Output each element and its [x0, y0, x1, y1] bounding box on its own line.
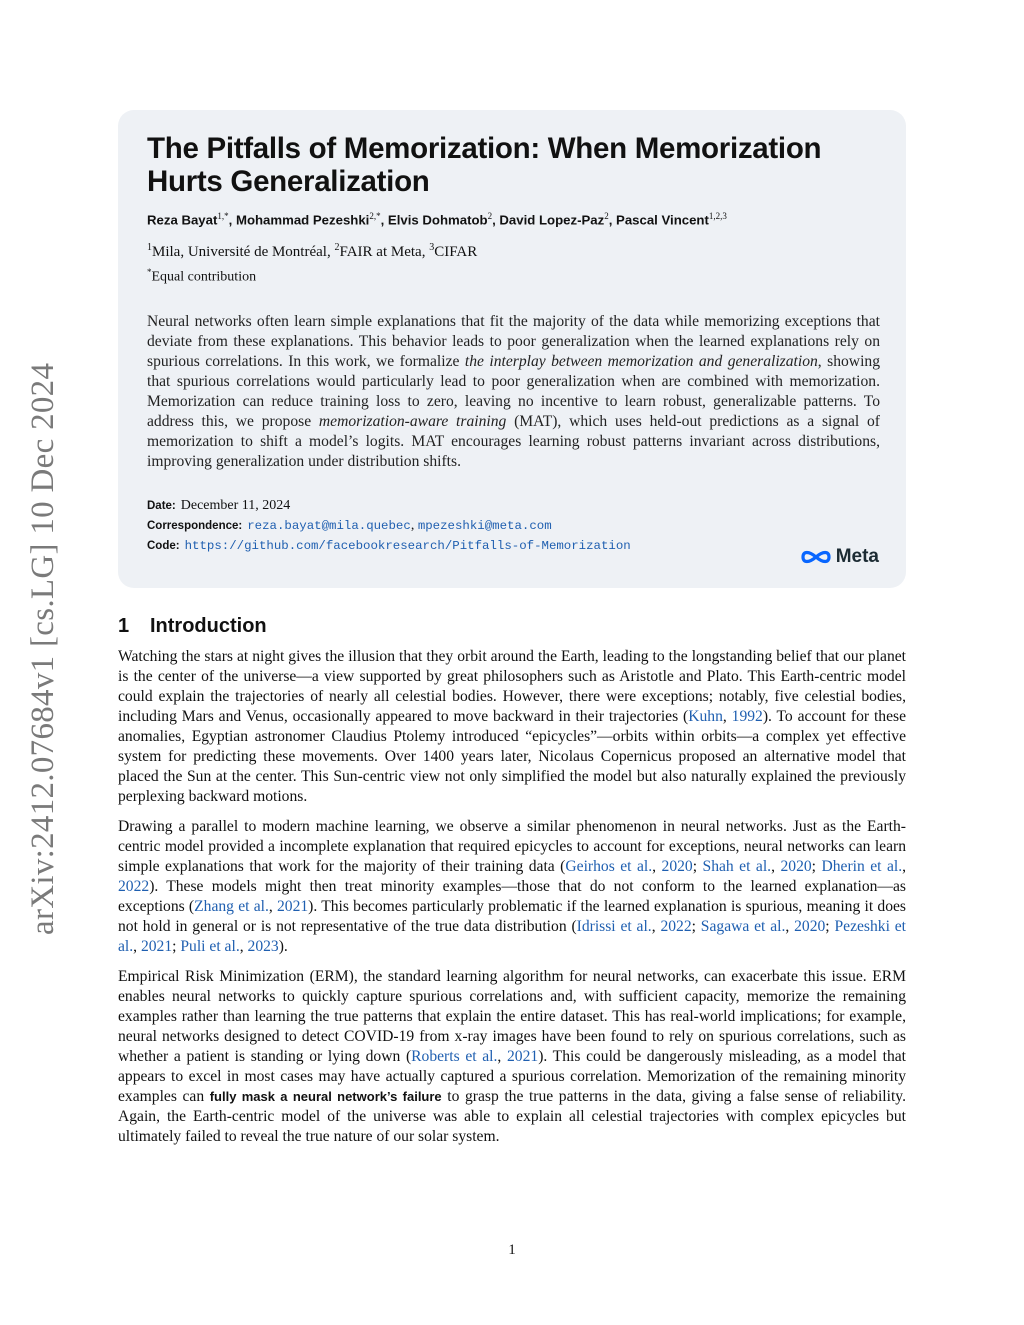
paragraph: Watching the stars at night gives the illusion that they orbit around the Earth, leading to the longstanding belief that our planet is the center of the universe—a view supported by great philosophers such as Aristotle and Plato. This Earth-centric model could explain the trajectories of nearly all celestial bodies. However, there were exceptions; notably, five celestial bodies, including Mars and Venus, occasionally appeared to move backward in their trajectories (Kuhn, 1992). To account for these anomalies, Egyptian astronomer Claudius Ptolemy introduced “epicycles”—orbits within orbits—a complex yet effective system for predicting these movements. Over 1400 years later, Nicolaus Copernicus proposed an alternative model that placed the Sun at the center. This Sun-centric view not only simplified the model but also naturally explained the previously perplexing backward motions. — [118, 648, 907, 805]
arxiv-identifier-stamp: arXiv:2412.07684v1 [cs.LG] 10 Dec 2024 — [25, 362, 61, 935]
affiliation-name: CIFAR — [434, 244, 478, 261]
paragraph: Drawing a parallel to modern machine learning, we observe a similar phenomenon in neural networks. Just as the Earth-centric model provided a incomplete explanation that required epicycles to account for exceptions, neural networks can learn simple explanations that work for the majority of their training data (Geirhos et al., 2020; Shah et al., 2020; Dherin et al., 2022). These models might then treat minority examples—those that do not conform to the learned explanation—as exceptions (Zhang et al., 2021). This becomes particularly problematic if the learned explanation is spurious, meaning it does not hold in general or is not representative of the true data distribution (Idrissi et al., 2022; Sagawa et al., 2020; Pezeshki et al., 2021; Puli et al., 2023). — [118, 818, 907, 955]
page-number: 1 — [508, 1242, 516, 1258]
affiliation-name: FAIR at Meta — [339, 244, 422, 261]
equal-contribution-note — [147, 262, 880, 288]
section-heading — [118, 613, 267, 639]
citation-year-link[interactable]: 2020 — [780, 858, 812, 875]
citation-link[interactable]: Geirhos et al. — [565, 858, 653, 875]
abstract-emphasis: memorization-aware training — [318, 413, 507, 431]
paragraph-text: ). — [278, 938, 288, 955]
affiliation-mark: 3 — [429, 242, 435, 254]
email-link[interactable]: reza.bayat@mila.quebec — [247, 519, 411, 534]
code-url-link[interactable]: https://github.com/facebookresearch/Pitfalls-of-Memorization — [184, 539, 631, 554]
paper-header-box — [118, 110, 906, 588]
paragraph-text: ). This becomes particularly problematic if the learned explanation is spurious, meaning it does not hold in general or is not representative of the true data distribution ( — [118, 898, 906, 935]
author-list: Reza Bayat$^{1,*}$, Mohammad Pezeshki$^{2,*}$, Elvis Dohmatob$^2$, David Lopez-Paz$^2$, Pascal Vincent$^{1,2,3}$ — [147, 211, 727, 228]
equal-contribution-mark: * — [147, 267, 152, 278]
paragraph-text: ). To account for these anomalies, Egyptian astronomer Claudius Ptolemy introduced “epicycles”—orbits within orbits—a complex yet effective system for predicting these movements. Over 1400 years later, Nicolaus Copernicus proposed an alternative model that placed the Sun at the center. This Sun-centric view not only simplified the model but also naturally explained the previously perplexing backward motions. — [118, 708, 907, 805]
abstract-text: Neural networks often learn simple explanations that fit the majority of the data while memorizing exceptions that deviate from these explanations. This behavior leads to poor generalization when the learned explanations rely on spurious correlations. In this work, we formalize — [147, 313, 880, 371]
paragraph-text: to grasp the true patterns in the data, giving a false sense of reliability. Again, the Earth-centric model of the universe was able to explain all celestial trajectories with complex epicycles but ultimately failed to reveal the true nature of our solar system. — [118, 1088, 906, 1145]
body-text — [118, 647, 906, 1157]
citation-year-link[interactable]: 2021 — [276, 898, 309, 915]
affiliation-mark: 2 — [334, 242, 340, 254]
author-name: Mohammad Pezeshki — [235, 212, 370, 228]
abstract — [147, 312, 880, 472]
author-marks: 1,* — [217, 211, 229, 221]
citation-year-link[interactable]: 2022 — [118, 878, 150, 895]
citation-link[interactable]: Kuhn — [688, 708, 723, 725]
paragraph-text: Empirical Risk Minimization (ERM), the standard learning algorithm for neural networks, can exacerbate this issue. ERM enables neural networks to quickly capture spurious correlations and, with sufficient capacity, memorize the remaining examples rather than learning the true patterns that explain the entire dataset. This has real-world implications; for example, neural networks designed to detect COVID-19 from x-ray images have been found to rely on spurious correlations, such as whether a patient is standing or lying down ( — [118, 968, 906, 1065]
meta-infinity-icon — [799, 548, 833, 566]
citation-link[interactable]: Shah et al. — [702, 858, 772, 875]
paragraph-text: ). This could be dangerously misleading, as a model that appears to excel in most cases may have actually captured a spurious correlation. Memorization of the remaining minority examples can — [118, 1048, 907, 1105]
paragraph-text: Watching the stars at night gives the illusion that they orbit around the Earth, leading to the longstanding belief that our planet is the center of the universe—a view supported by great philosophers such as Aristotle and Plato. This Earth-centric model could explain the trajectories of nearly all celestial bodies. However, there were exceptions; notably, five celestial bodies, including Mars and Venus, occasionally appeared to move backward in their trajectories ( — [118, 648, 906, 725]
author-marks: 1,2,3 — [708, 211, 727, 221]
code-row — [147, 536, 880, 556]
date-value: December 11, 2024 — [180, 498, 291, 514]
author-marks: 2,* — [369, 211, 381, 221]
date-row — [147, 496, 880, 516]
citation-link[interactable]: Pezeshki et al. — [118, 918, 906, 955]
affiliation-name: Mila, Université de Montréal — [152, 244, 327, 261]
author-name: Pascal Vincent — [616, 212, 709, 228]
citation-link[interactable]: Zhang et al. — [194, 898, 269, 915]
citation-link[interactable]: Idrissi et al. — [576, 918, 652, 935]
abstract-text: , showing that spurious correlations would particularly lead to poor generalization when are combined with memorization. Memorization can reduce training loss to zero, leaving no incentive to learn robust, generalizable patterns. To address this, we propose — [147, 353, 880, 431]
abstract-emphasis: the interplay between memorization and generalization — [464, 353, 818, 371]
equal-contribution-text: Equal contribution — [151, 270, 257, 286]
abstract-text: (MAT), which uses held-out predictions as a signal of memorization to shift a model’s logits. MAT encourages learning robust patterns invariant across distributions, improving generalization under distribution shifts. — [147, 413, 880, 471]
correspondence-label: Correspondence: — [147, 520, 243, 533]
affiliations: $^1$Mila, Université de Montréal, $^2$FAIR at Meta, $^3$CIFAR — [147, 242, 478, 261]
author-name: Reza Bayat — [147, 212, 218, 228]
author-name: Elvis Dohmatob — [387, 212, 488, 228]
author-name: David Lopez-Paz — [499, 212, 605, 228]
meta-logo-text: Meta — [835, 546, 879, 567]
paragraph: Empirical Risk Minimization (ERM), the standard learning algorithm for neural networks, can exacerbate this issue. ERM enables neural networks to quickly capture spurious correlations and, with sufficient capacity, memorize the remaining examples rather than learning the true patterns that explain the entire dataset. This has real-world implications; for example, neural networks designed to detect COVID-19 from x-ray images have been found to rely on spurious correlations, such as whether a patient is standing or lying down (Roberts et al., 2021). This could be dangerously misleading, as a model that appears to excel in most cases may have actually captured a spurious correlation. Memorization of the remaining minority examples can fully mask a neural network’s failure to grasp the true patterns in the data, giving a false sense of reliability. Again, the Earth-centric model of the universe was able to explain all celestial trajectories with complex epicycles but ultimately failed to reveal the true nature of our solar system. — [118, 968, 907, 1145]
citation-year-link[interactable]: 2023 — [247, 938, 279, 955]
citation-link[interactable]: Dherin et al. — [821, 858, 903, 875]
author-marks: 2 — [604, 211, 609, 221]
affiliation-mark: 1 — [147, 242, 152, 254]
date-label: Date: — [147, 500, 176, 513]
section-title: Introduction — [150, 615, 267, 637]
paragraph-text: ). These models might then treat minority examples—those that do not conform to the learned explanation—as exceptions ( — [118, 878, 906, 915]
author-marks: 2 — [487, 211, 493, 221]
citation-link[interactable]: Sagawa et al. — [700, 918, 786, 935]
paragraph-text: Drawing a parallel to modern machine learning, we observe a similar phenomenon in neural networks. Just as the Earth-centric model provided a incomplete explanation that required epicycles to account for exceptions, neural networks can learn simple explanations that work for the majority of their training data ( — [118, 818, 906, 875]
bold-phrase: fully mask a neural network’s failure — [209, 1089, 442, 1104]
email-link[interactable]: mpezeshki@meta.com — [417, 519, 552, 534]
citation-year-link[interactable]: 1992 — [731, 708, 763, 725]
meta-logo — [799, 546, 879, 568]
correspondence-row: Correspondence: reza.bayat@mila.quebec, mpezeshki@meta.com — [147, 518, 552, 534]
citation-year-link[interactable]: 2020 — [661, 858, 693, 875]
paper-title: The Pitfalls of Memorization: When Memorization Hurts Generalization — [147, 132, 822, 198]
code-label: Code: — [147, 540, 180, 553]
citation-year-link[interactable]: 2022 — [660, 918, 692, 935]
section-number: 1 — [118, 615, 130, 637]
citation-link[interactable]: Roberts et al. — [411, 1048, 498, 1065]
citation-year-link[interactable]: 2021 — [140, 938, 173, 955]
citation-link[interactable]: Puli et al. — [180, 938, 240, 955]
paper-metadata — [147, 496, 880, 556]
citation-year-link[interactable]: 2021 — [507, 1048, 539, 1065]
citation-year-link[interactable]: 2020 — [794, 918, 826, 935]
